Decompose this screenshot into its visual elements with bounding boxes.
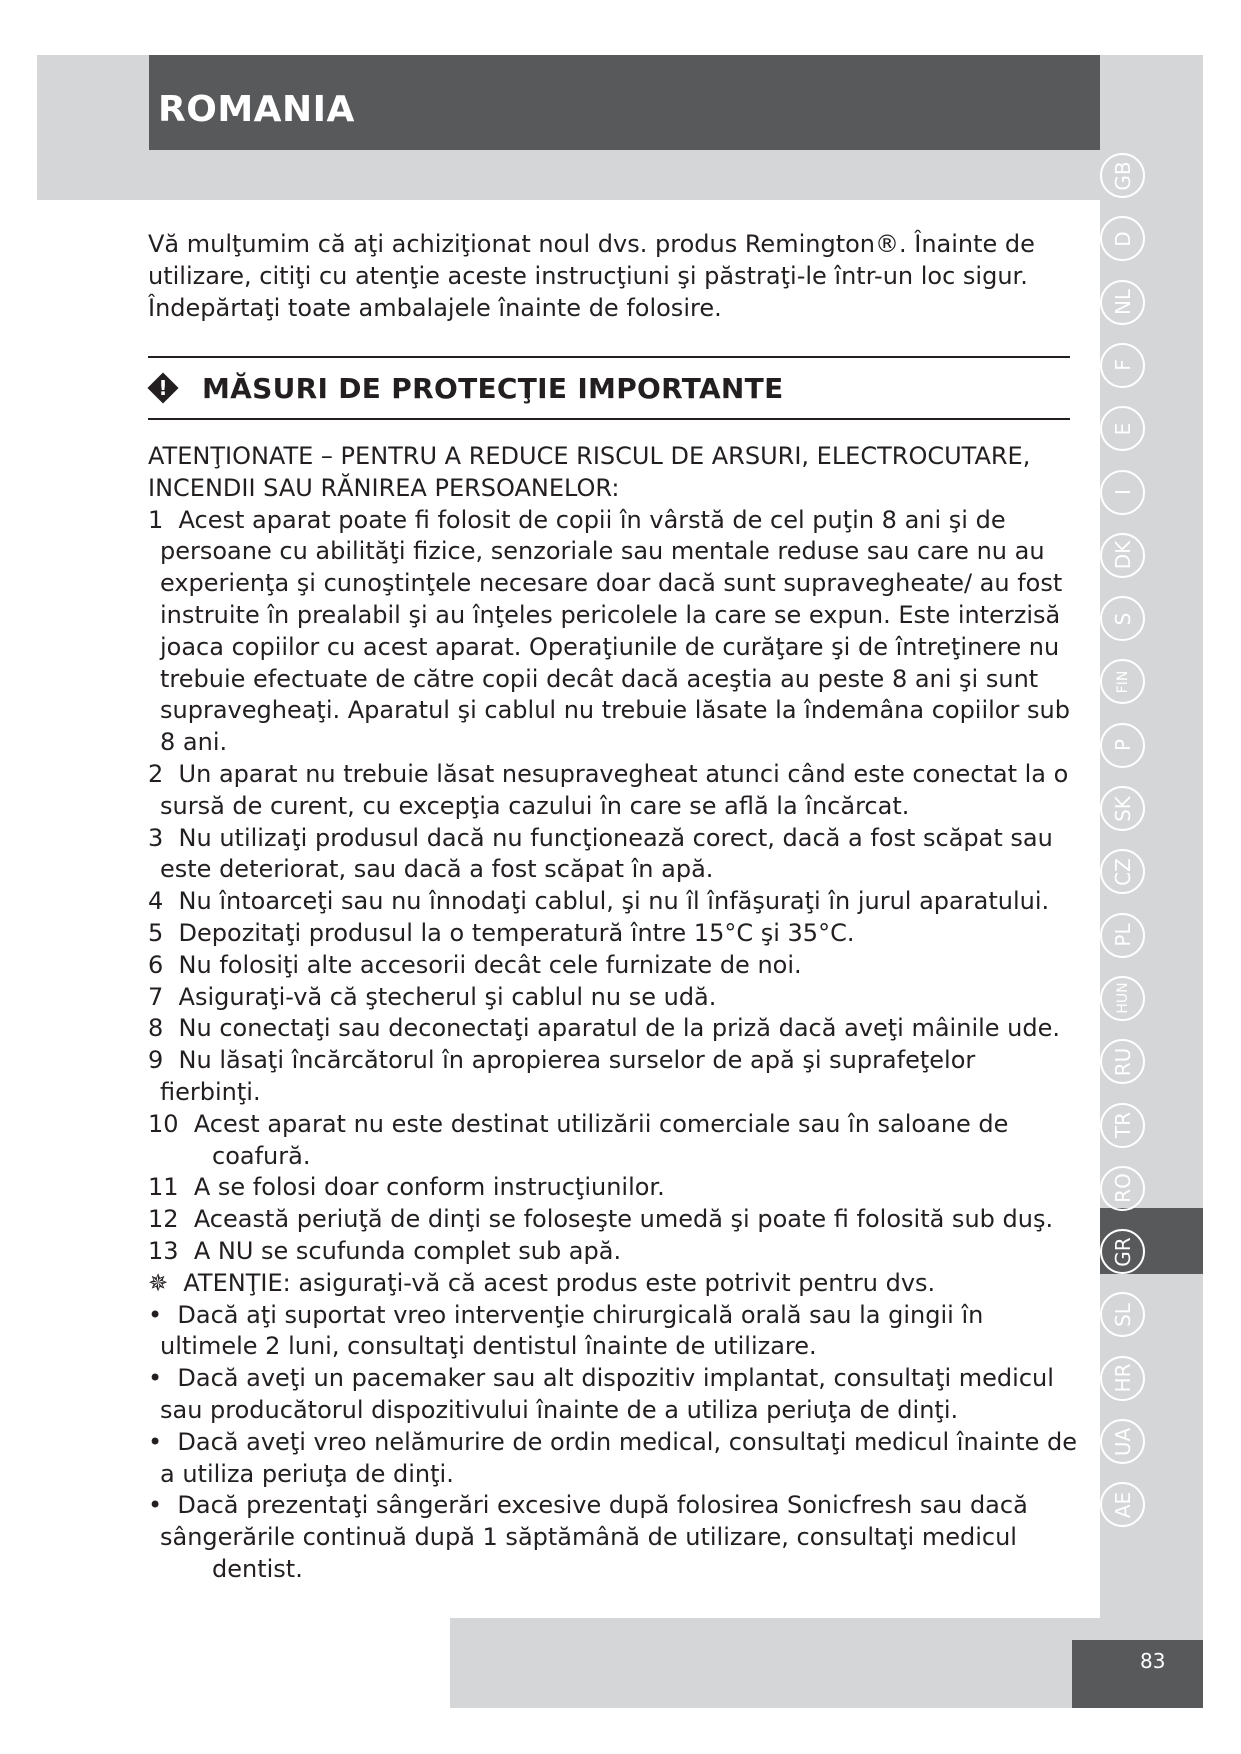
page-title: ROMANIA: [158, 89, 355, 130]
instruction-text: Nu folosiţi alte accesorii decât cele furnizate de noi.: [178, 950, 802, 979]
instruction-item: [148, 886, 1078, 918]
instruction-text: Această periuţă de dinţi se foloseşte umedă şi poate fi folosită sub duş.: [193, 1205, 1054, 1234]
instruction-number: 10: [148, 1109, 179, 1138]
language-tab-label: GR: [1110, 1236, 1135, 1267]
bullet-glyph: •: [148, 1300, 163, 1329]
instruction-text: Depozitaţi produsul la o temperatură între 15°C şi 35°C.: [178, 918, 855, 947]
language-tab-label: D: [1110, 231, 1135, 247]
language-tab-gr[interactable]: [1100, 1229, 1145, 1274]
instruction-number: 4: [148, 887, 164, 916]
instruction-item: [148, 1172, 1078, 1204]
language-tab-label: PL: [1110, 923, 1135, 947]
language-tab-label: SL: [1110, 1302, 1135, 1327]
language-tab-label: I: [1110, 489, 1135, 495]
language-tab-hun[interactable]: [1100, 976, 1145, 1021]
instruction-text: Nu utilizaţi produsul dacă nu funcţionează corect, dacă a fost scăpat sau este deteriorat, sau dacă a fost scăpat în apă.: [160, 823, 1053, 884]
language-tab-p[interactable]: [1100, 723, 1145, 768]
instruction-number: 13: [148, 1236, 179, 1265]
language-tab-s[interactable]: [1100, 596, 1145, 641]
language-tab-sk[interactable]: [1100, 786, 1145, 831]
language-tab-label: P: [1110, 739, 1135, 752]
language-tab-label: RU: [1110, 1047, 1135, 1076]
instruction-number: 5: [148, 918, 164, 947]
instruction-number: 6: [148, 950, 164, 979]
bullet-glyph: •: [148, 1427, 163, 1456]
instruction-list: [148, 505, 1078, 1268]
section-title: MĂSURI DE PROTECŢIE IMPORTANTE: [202, 371, 784, 405]
language-tab-label: HR: [1110, 1363, 1135, 1393]
instruction-number: 7: [148, 982, 164, 1011]
language-tab-nl[interactable]: [1100, 280, 1145, 325]
language-tab-dk[interactable]: [1100, 533, 1145, 578]
language-tab-label: AE: [1110, 1491, 1135, 1518]
instruction-text: Nu conectaţi sau deconectaţi aparatul de la priză dacă aveţi mâinile ude.: [178, 1014, 1061, 1043]
bullet-glyph: •: [148, 1491, 163, 1520]
language-tab-label: FIN: [1114, 670, 1131, 694]
warning-intro: ATENŢIONATE – PENTRU A REDUCE RISCUL DE ARSURI, ELECTROCUTARE, INCENDII SAU RĂNIREA PERSOANELOR:: [148, 442, 1031, 502]
language-tab-label: DK: [1110, 541, 1135, 570]
page-number-box: [1072, 1640, 1203, 1708]
bullet-item: [148, 1363, 1078, 1427]
language-tab-label: TR: [1110, 1111, 1135, 1139]
instruction-item: [148, 823, 1078, 887]
bullet-text: Dacă aţi suportat vreo intervenţie chirurgicală orală sau la gingii în ultimele 2 luni, consultaţi dentistul înainte de utilizare.: [160, 1300, 984, 1361]
instruction-text: Nu întoarceţi sau nu înnodaţi cablul, şi nu îl înfăşuraţi în jurul aparatului.: [178, 887, 1050, 916]
language-tab-cz[interactable]: [1100, 849, 1145, 894]
bullet-item: [148, 1490, 1078, 1554]
instruction-continuation: coafură.: [212, 1141, 311, 1170]
section-rule-bottom: [148, 418, 1070, 420]
star-burst-icon: ✵: [148, 1268, 169, 1297]
language-tab-gb[interactable]: [1100, 153, 1145, 198]
language-tab-ae[interactable]: [1100, 1482, 1145, 1527]
language-tab-label: RO: [1110, 1173, 1135, 1204]
bullet-continuation: dentist.: [212, 1554, 303, 1583]
instruction-number: 1: [148, 505, 164, 534]
instruction-number: 8: [148, 1014, 164, 1043]
instruction-number: 12: [148, 1205, 179, 1234]
language-tab-label: NL: [1110, 289, 1135, 316]
instruction-item: [148, 918, 1078, 950]
instruction-item: [148, 1236, 1078, 1268]
instruction-text: A se folosi doar conform instrucţiunilor.: [193, 1173, 665, 1202]
language-tab-e[interactable]: [1100, 406, 1145, 451]
instruction-number: 11: [148, 1173, 179, 1202]
language-tab-label: HUN: [1114, 982, 1131, 1015]
instruction-item: [148, 1109, 1078, 1141]
language-strip-top: [1100, 55, 1203, 155]
bullet-list: [148, 1300, 1078, 1586]
language-tab-i[interactable]: [1100, 470, 1145, 515]
instruction-item: [148, 950, 1078, 982]
bullet-item: [148, 1300, 1078, 1364]
instruction-text: Asiguraţi-vă că ştecherul şi cablul nu se udă.: [178, 982, 717, 1011]
language-tab-pl[interactable]: [1100, 913, 1145, 958]
language-tab-f[interactable]: [1100, 343, 1145, 388]
language-tab-label: E: [1110, 422, 1135, 436]
instruction-text: Nu lăsaţi încărcătorul în apropierea surselor de apă şi suprafeţelor fierbinţi.: [160, 1046, 976, 1106]
bullet-glyph: •: [148, 1364, 163, 1393]
bullet-text: Dacă prezentaţi sângerări excesive după folosirea Sonicfresh sau dacă sângerările continuă după 1 săptămână de utilizare, consultaţi medicul: [160, 1491, 1028, 1552]
instruction-item: [148, 759, 1078, 823]
caution-text: ATENŢIE: asiguraţi-vă că acest produs este potrivit pentru dvs.: [183, 1268, 936, 1297]
section-heading: [148, 368, 784, 408]
safety-instructions: [148, 441, 1078, 1586]
section-rule-top: [148, 356, 1070, 358]
instruction-item: [148, 1045, 1078, 1109]
language-tab-hr[interactable]: [1100, 1356, 1145, 1401]
instruction-number: 3: [148, 823, 164, 852]
instruction-text: A NU se scufunda complet sub apă.: [193, 1236, 622, 1265]
language-tab-label: SK: [1110, 795, 1135, 822]
instruction-text: Acest aparat nu este destinat utilizării comerciale sau în saloane de: [193, 1109, 1009, 1138]
warning-diamond-icon: !: [148, 373, 178, 403]
intro-paragraph: Vă mulţumim că aţi achiziţionat noul dvs. produs Remington®. Înainte de utilizare, citiţi cu atenţie aceste instrucţiuni şi păstraţi-le într-un loc sigur. Îndepărtaţi toate ambalajele înainte de folosire.: [148, 230, 1035, 322]
instruction-text: Un aparat nu trebuie lăsat nesupravegheat atunci când este conectat la o sursă de curent, cu excepţia cazului în care se află la încărcat.: [160, 759, 1069, 820]
language-tab-label: CZ: [1110, 857, 1135, 886]
language-tab-label: GB: [1110, 160, 1135, 191]
page-number: 83: [1140, 1649, 1166, 1673]
bullet-item: [148, 1427, 1078, 1491]
bullet-text: Dacă aveţi un pacemaker sau alt dispozitiv implantat, consultaţi medicul sau producătorul dispozitivului înainte de a utiliza periuţa de dinţi.: [160, 1364, 1054, 1424]
language-tab-ua[interactable]: [1100, 1419, 1145, 1464]
instruction-item: [148, 1013, 1078, 1045]
instruction-number: 2: [148, 759, 164, 788]
bullet-text: Dacă aveţi vreo nelămurire de ordin medical, consultaţi medicul înainte de a utiliza periuţa de dinţi.: [160, 1427, 1078, 1488]
instruction-item: [148, 505, 1078, 759]
instruction-number: 9: [148, 1046, 164, 1075]
language-tab-label: UA: [1110, 1427, 1135, 1456]
language-tab-label: S: [1110, 612, 1135, 625]
instruction-item: [148, 982, 1078, 1014]
instruction-text: Acest aparat poate fi folosit de copii în vârstă de cel puţin 8 ani şi de persoane cu abilităţi fizice, senzoriale sau mentale reduse sau care nu au experienţa şi cunoştinţele necesare doar dacă sunt supravegheate/ au fost instruite în prealabil şi au înţeles pericolele la care se expun. Este interzisă joaca copiilor cu acest aparat. Operaţiunile de curăţare şi de întreţinere nu trebuie efectuate de către copii decât dacă aceştia au peste 8 ani şi sunt supravegheaţi. Aparatul şi cablul nu trebuie lăsate la îndemâna copiilor sub 8 ani.: [160, 505, 1070, 757]
caution-line: [148, 1268, 1078, 1300]
language-tab-tr[interactable]: [1100, 1103, 1145, 1148]
language-tab-ro[interactable]: [1100, 1166, 1145, 1211]
language-tab-d[interactable]: [1100, 216, 1145, 261]
instruction-item: [148, 1204, 1078, 1236]
language-tab-ru[interactable]: [1100, 1039, 1145, 1084]
language-tab-label: F: [1110, 359, 1135, 372]
